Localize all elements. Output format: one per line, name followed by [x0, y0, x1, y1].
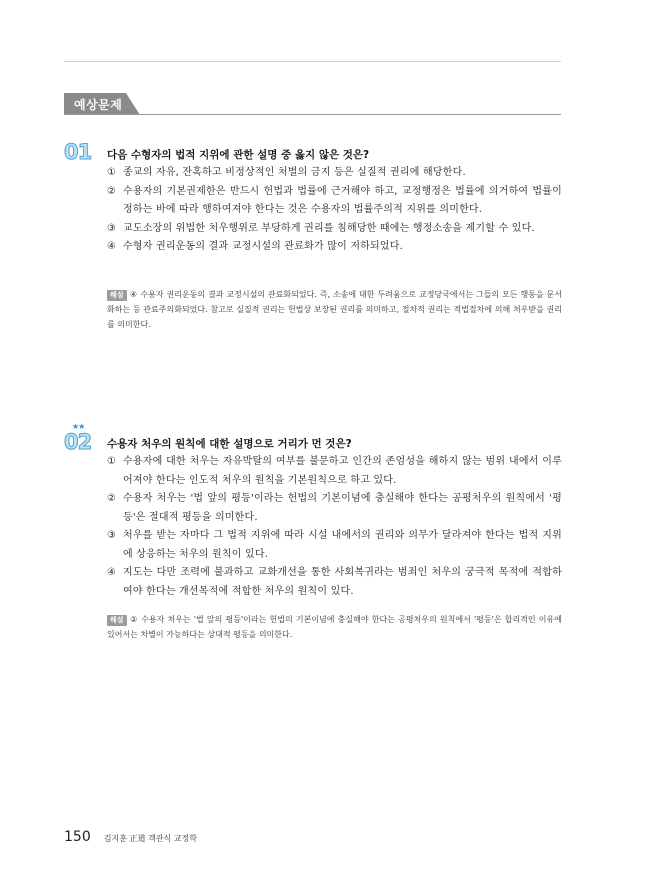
option-item [107, 490, 562, 527]
explanation-text: ④ 수용자 권리운동의 결과 교정시설의 관료화되었다. 즉, 소송에 대한 두려움으로 교정당국에서는 그들의 모든 행동을 문서화하는 등 관료주의화되었다. 참고로 실질적 권리는 헌법상 보장된 권리를 의미하고, 절차적 권리는 적법절차에 의해 처우받을 권리를 의미한다. [107, 290, 562, 329]
option-list [107, 164, 562, 257]
explanation-badge: 해설 [107, 615, 127, 626]
option-text: 수형자 권리운동의 결과 교정시설의 관료화가 많이 저하되었다. [123, 241, 404, 252]
option-text: 처우를 받는 자마다 그 법적 지위에 따라 시설 내에서의 권리와 의무가 달라져야 한다는 법적 지위에 상응하는 처우의 원칙이 있다. [123, 530, 562, 560]
top-rule [64, 61, 561, 62]
question-number: 02 [64, 430, 92, 454]
difficulty-stars-icon: ★★ [72, 422, 85, 431]
option-text: 종교의 자유, 잔혹하고 비정상적인 처벌의 금지 등은 실질적 권리에 해당한다. [123, 167, 466, 178]
option-item [107, 220, 562, 239]
explanation [107, 612, 562, 642]
section-divider [64, 114, 561, 115]
explanation-text: ② 수용자 처우는 '법 앞의 평등'이라는 헌법의 기본이념에 충실해야 한다는 공평처우의 원칙에서 '평등'은 합리적인 이유에 있어서는 차별이 가능하다는 상대적 평등을 의미한다. [107, 615, 562, 639]
option-mark: ③ [107, 222, 117, 234]
option-mark: ② [107, 185, 117, 197]
option-mark: ② [107, 493, 117, 504]
option-item [107, 564, 562, 601]
option-mark: ③ [107, 530, 117, 541]
option-item [107, 238, 562, 257]
option-item [107, 527, 562, 564]
option-item [107, 164, 562, 183]
option-text: 지도는 다만 조력에 불과하고 교화개선을 통한 사회복귀라는 범죄인 처우의 궁극적 목적에 적합하여야 한다는 개선목적에 적합한 처우의 원칙이 있다. [123, 567, 562, 597]
page-number: 150 [64, 829, 91, 845]
option-mark: ④ [107, 241, 117, 252]
explanation [107, 287, 562, 332]
section-header [64, 93, 561, 115]
question-number: 01 [64, 140, 92, 164]
option-item [107, 453, 562, 490]
option-text: 수용자의 기본권제한은 반드시 헌법과 법률에 근거해야 하고, 교정행정은 법률에 의거하여 법률이 정하는 바에 따라 행하여져야 한다는 것은 수용자의 법률주의적 지위를 의미한다. [123, 185, 562, 215]
option-list [107, 453, 562, 601]
section-title: 예상문제 [74, 98, 123, 112]
option-text: 교도소장의 위법한 처우행위로 부당하게 권리를 침해당한 때에는 행정소송을 제기할 수 있다. [123, 222, 535, 234]
book-title: 김지훈 正道 객관식 교정학 [103, 834, 198, 843]
option-mark: ④ [107, 567, 117, 578]
option-text: 수용자에 대한 처우는 자유박탈의 여부를 불문하고 인간의 존엄성을 해하지 않는 범위 내에서 이루어져야 한다는 인도적 처우의 원칙을 기본원칙으로 하고 있다. [123, 456, 562, 486]
question-text: 수용자 처우의 원칙에 대한 설명으로 거리가 먼 것은? [107, 438, 352, 450]
option-item [107, 183, 562, 220]
option-mark: ① [107, 456, 117, 467]
option-mark: ① [107, 167, 117, 178]
question-text: 다음 수형자의 법적 지위에 관한 설명 중 옳지 않은 것은? [107, 149, 370, 161]
option-text: 수용자 처우는 '법 앞의 평등'이라는 헌법의 기본이념에 충실해야 한다는 공평처우의 원칙에서 '평등'은 절대적 평등을 의미한다. [123, 493, 562, 523]
page-footer [64, 826, 197, 845]
explanation-badge: 해설 [107, 290, 127, 301]
